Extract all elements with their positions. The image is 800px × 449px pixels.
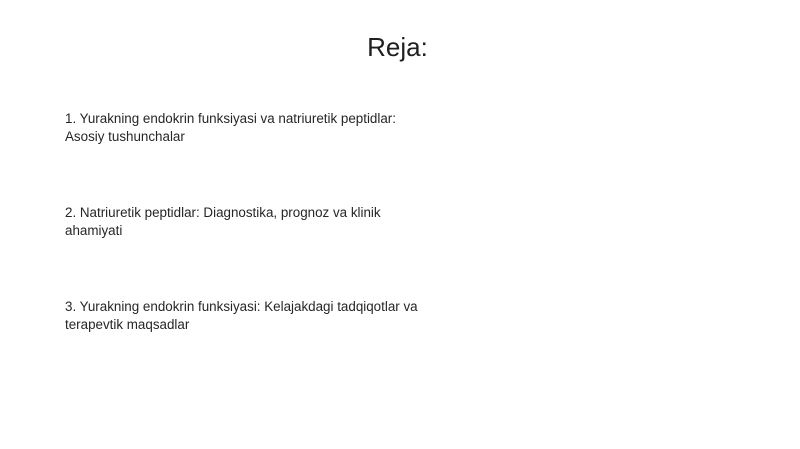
slide-title-text: Reja: (367, 32, 428, 62)
slide-title (0, 30, 800, 64)
plan-item-2: 2. Natriuretik peptidlar: Diagnostika, prognoz va klinik ahamiyati (65, 205, 381, 238)
plan-item-1: 1. Yurakning endokrin funksiyasi va natriuretik peptidlar: Asosiy tushunchalar (65, 111, 396, 144)
plan-item-3: 3. Yurakning endokrin funksiyasi: Kelajakdagi tadqiqotlar va terapevtik maqsadlar (65, 299, 418, 332)
